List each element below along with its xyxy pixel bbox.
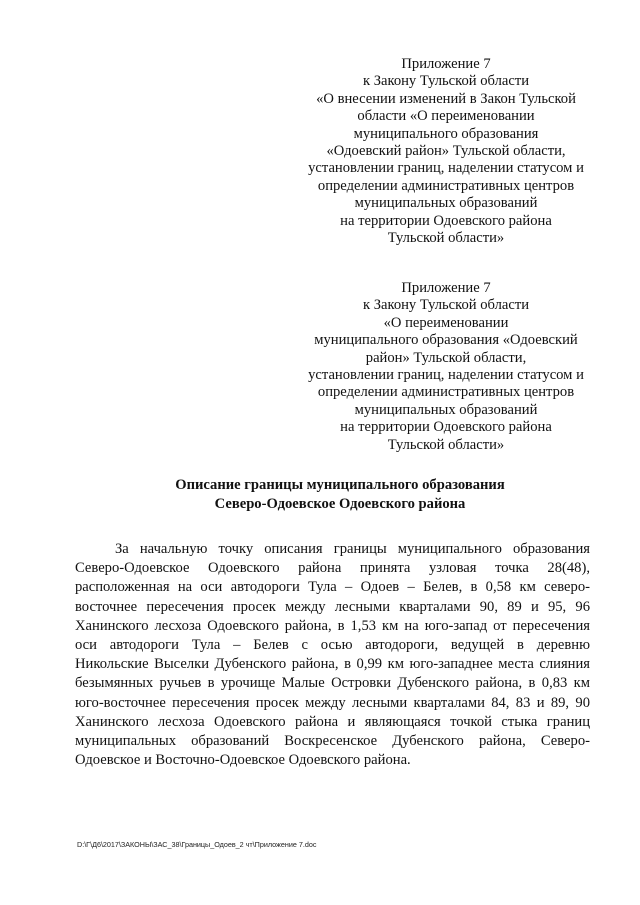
appendix-line: на территории Одоевского района bbox=[340, 212, 552, 229]
appendix-line: «О переименовании bbox=[383, 314, 509, 331]
title-line: Северо-Одоевское Одоевского района bbox=[214, 496, 466, 512]
appendix-line: Тульской области» bbox=[387, 230, 505, 247]
paragraph-line: восточнее пересечения просек между лесными кварталами 90, 89 и 95, 96 bbox=[75, 598, 590, 615]
appendix-header-amendment bbox=[296, 56, 596, 247]
appendix-line: «Одоевский район» Тульской области, bbox=[326, 143, 566, 160]
paragraph-line: Северо-Одоевское Одоевского района принята узловая точка 28(48), bbox=[75, 560, 590, 577]
paragraph-line: Одоевское и Восточно-Одоевское Одоевского района. bbox=[75, 752, 411, 769]
appendix-line: муниципальных образований bbox=[354, 195, 538, 212]
appendix-line: установлении границ, наделении статусом и bbox=[308, 367, 584, 384]
document-title bbox=[120, 476, 560, 514]
paragraph-line: юго-восточнее пересечения просек между лесными кварталами 84, 83 и 89, 90 bbox=[75, 694, 590, 711]
paragraph-line: Ханинского лесхоза Одоевского района, в 1,53 км на юго-запад от пересечения bbox=[75, 617, 590, 634]
appendix-header-original bbox=[296, 280, 596, 454]
paragraph-line: расположенная на оси автодороги Тула – Одоев – Белев, в 0,58 км северо- bbox=[75, 579, 590, 596]
appendix-line: «О внесении изменений в Закон Тульской bbox=[316, 90, 576, 107]
appendix-line: области «О переименовании bbox=[357, 108, 535, 125]
appendix-line: к Закону Тульской области bbox=[362, 297, 530, 314]
appendix-line: муниципального образования bbox=[353, 125, 539, 142]
appendix-line: на территории Одоевского района bbox=[340, 419, 552, 436]
appendix-line: Приложение 7 bbox=[401, 280, 491, 296]
file-path-footer: D:\Г\Д6\2017\ЗАКОНЫ\ЗАС_38\Границы_Одоев_2 чт\Приложение 7.doc bbox=[77, 840, 317, 849]
appendix-line: Приложение 7 bbox=[401, 56, 491, 72]
appendix-line: определении административных центров bbox=[317, 384, 575, 401]
appendix-line: район» Тульской области, bbox=[365, 349, 527, 366]
appendix-line: к Закону Тульской области bbox=[362, 73, 530, 90]
paragraph-line: Ханинского лесхоза Одоевского района и являющаяся точкой стыка границ bbox=[75, 713, 590, 730]
paragraph-line: Никольские Выселки Дубенского района, в 0,99 км юго-западнее места слияния bbox=[75, 656, 590, 673]
appendix-line: определении административных центров bbox=[317, 177, 575, 194]
paragraph-line: муниципальных образований Воскресенское Дубенского района, Северо- bbox=[75, 732, 590, 749]
appendix-line: муниципального образования «Одоевский bbox=[314, 332, 578, 349]
body-paragraph bbox=[75, 540, 590, 770]
appendix-line: муниципальных образований bbox=[354, 401, 538, 418]
paragraph-line: оси автодороги Тула – Белев с осью автодороги, ведущей в деревню bbox=[75, 636, 590, 653]
appendix-line: установлении границ, наделении статусом и bbox=[308, 160, 584, 177]
title-line: Описание границы муниципального образования bbox=[175, 477, 505, 493]
paragraph-line: безымянных ручьев в урочище Малые Островки Дубенского района, в 0,83 км bbox=[75, 675, 590, 692]
appendix-line: Тульской области» bbox=[387, 436, 505, 453]
paragraph-line: За начальную точку описания границы муниципального образования bbox=[115, 541, 590, 557]
